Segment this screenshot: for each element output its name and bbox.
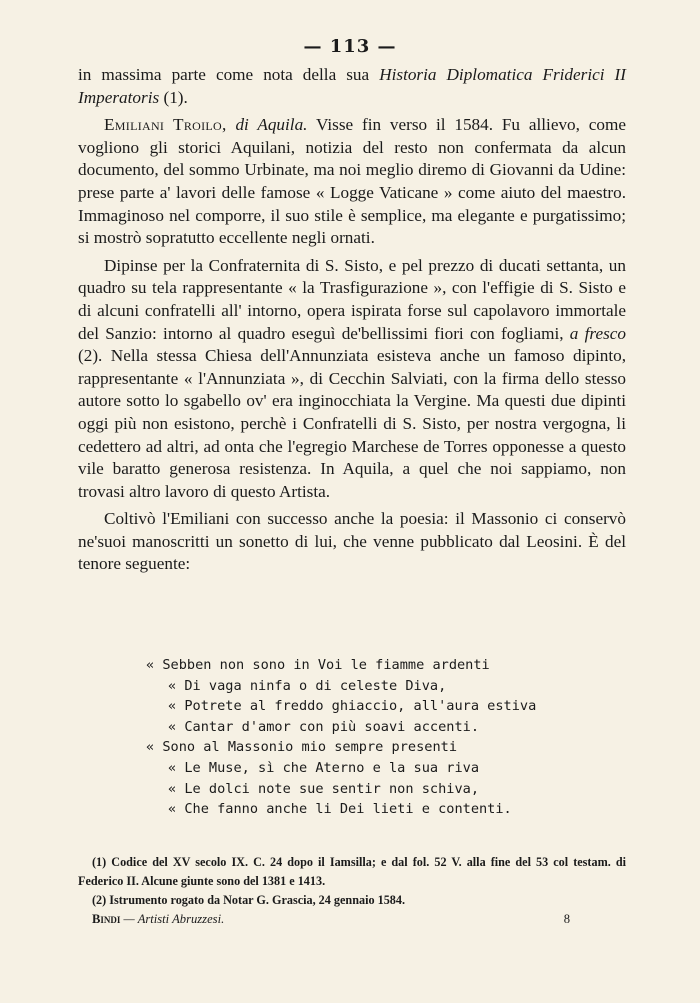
poem-line: « Le dolci note sue sentir non schiva, xyxy=(168,780,479,797)
poem-line: « Cantar d'amor con più soavi accenti. xyxy=(168,718,479,735)
paragraph-3 xyxy=(78,255,626,504)
paragraph-1-text-b: (1). xyxy=(159,87,188,107)
footnote-2: (2) Istrumento rogato da Notar G. Grascia, 24 gennaio 1584. xyxy=(92,893,406,907)
poem-line: « Di vaga ninfa o di celeste Diva, xyxy=(168,677,447,694)
sonnet xyxy=(146,655,566,820)
poem-line: « Sono al Massonio mio sempre presenti xyxy=(146,739,457,756)
poem-line: « Le Muse, sì che Aterno e la sua riva xyxy=(168,759,479,776)
a-fresco-term: a fresco xyxy=(569,323,627,343)
signature-sheet-number: 8 xyxy=(563,912,570,926)
paragraph-1 xyxy=(78,64,626,109)
artist-name: Emiliani Troilo, xyxy=(104,115,227,135)
paragraph-2-text: Visse fin verso il 1584. Fu allievo, come vogliono gli storici Aquilani, notizia del resto non confermata da alcun documento, del sommo Urbinate, ma noi meglio diremo di Giovanni da Udine: prese parte a' lavori delle famose « Logge Vaticane » come aiuto del maestro. Immaginoso nel comporre, il suo stile è semplice, ma elegante e purgatissimo; si mostrò sopratutto eccellente negli ornati. xyxy=(78,115,626,248)
artist-place: di Aquila. xyxy=(226,115,308,135)
poem-line: « Potrete al freddo ghiaccio, all'aura estiva xyxy=(168,698,537,715)
signature-title: Artisti Abruzzesi. xyxy=(137,912,225,926)
footnote-1: (1) Codice del XV secolo IX. C. 24 dopo il Iamsilla; e dal fol. 52 V. alla fine del 53 col testam. di Federico II. Alcune giunte sono del 1381 e 1413. xyxy=(78,855,626,888)
work-title: Historia Diplomatica Friderici II Imperatoris xyxy=(78,65,626,107)
signature-separator: — xyxy=(120,912,138,926)
printer-signature xyxy=(92,912,570,927)
paragraph-2 xyxy=(78,114,626,250)
signature-author: Bindi xyxy=(92,912,121,926)
poem-line: « Sebben non sono in Voi le fiamme ardenti xyxy=(146,657,490,673)
body-text xyxy=(78,64,626,581)
paragraph-1-text-a: in massima parte come nota della sua xyxy=(78,65,380,84)
paragraph-3-text-a: Dipinse per la Confraternita di S. Sisto, e pel prezzo di ducati settanta, un quadro su tela rappresentante « la Trasfigurazione », con l'effigie di S. Sisto e di alcuni confratelli all' intorno, opera ispirata forse sul capolavoro immortale del Sanzio: intorno al quadro eseguì de'bellissimi fiori con fogliami, xyxy=(78,255,626,343)
signature-text xyxy=(92,912,224,927)
paragraph-4: Coltivò l'Emiliani con successo anche la poesia: il Massonio ci conservò ne'suoi manoscritti un sonetto di lui, che venne pubblicato dal Leosini. È del tenore seguente: xyxy=(78,509,626,574)
paragraph-3-text-b: (2). Nella stessa Chiesa dell'Annunziata esisteva anche un famoso dipinto, rappresentante « l'Annunziata », di Cecchin Salviati, con la firma dello stesso autore sotto lo sgabello ov' era inginocchiata la Vergine. Ma questi due dipinti oggi più non esistono, perchè i Confratelli di S. Sisto, per nostra vergogna, li cedettero ad altri, ad onta che l'egregio Marchese de Torres opponesse a questo vile baratto generosa resistenza. In Aquila, a quel che noi sappiamo, non trovasi altro lavoro di questo Artista. xyxy=(78,346,626,501)
poem-line: « Che fanno anche li Dei lieti e contenti. xyxy=(168,801,512,818)
footnotes xyxy=(78,853,626,910)
page-number: — 113 — xyxy=(303,36,397,57)
